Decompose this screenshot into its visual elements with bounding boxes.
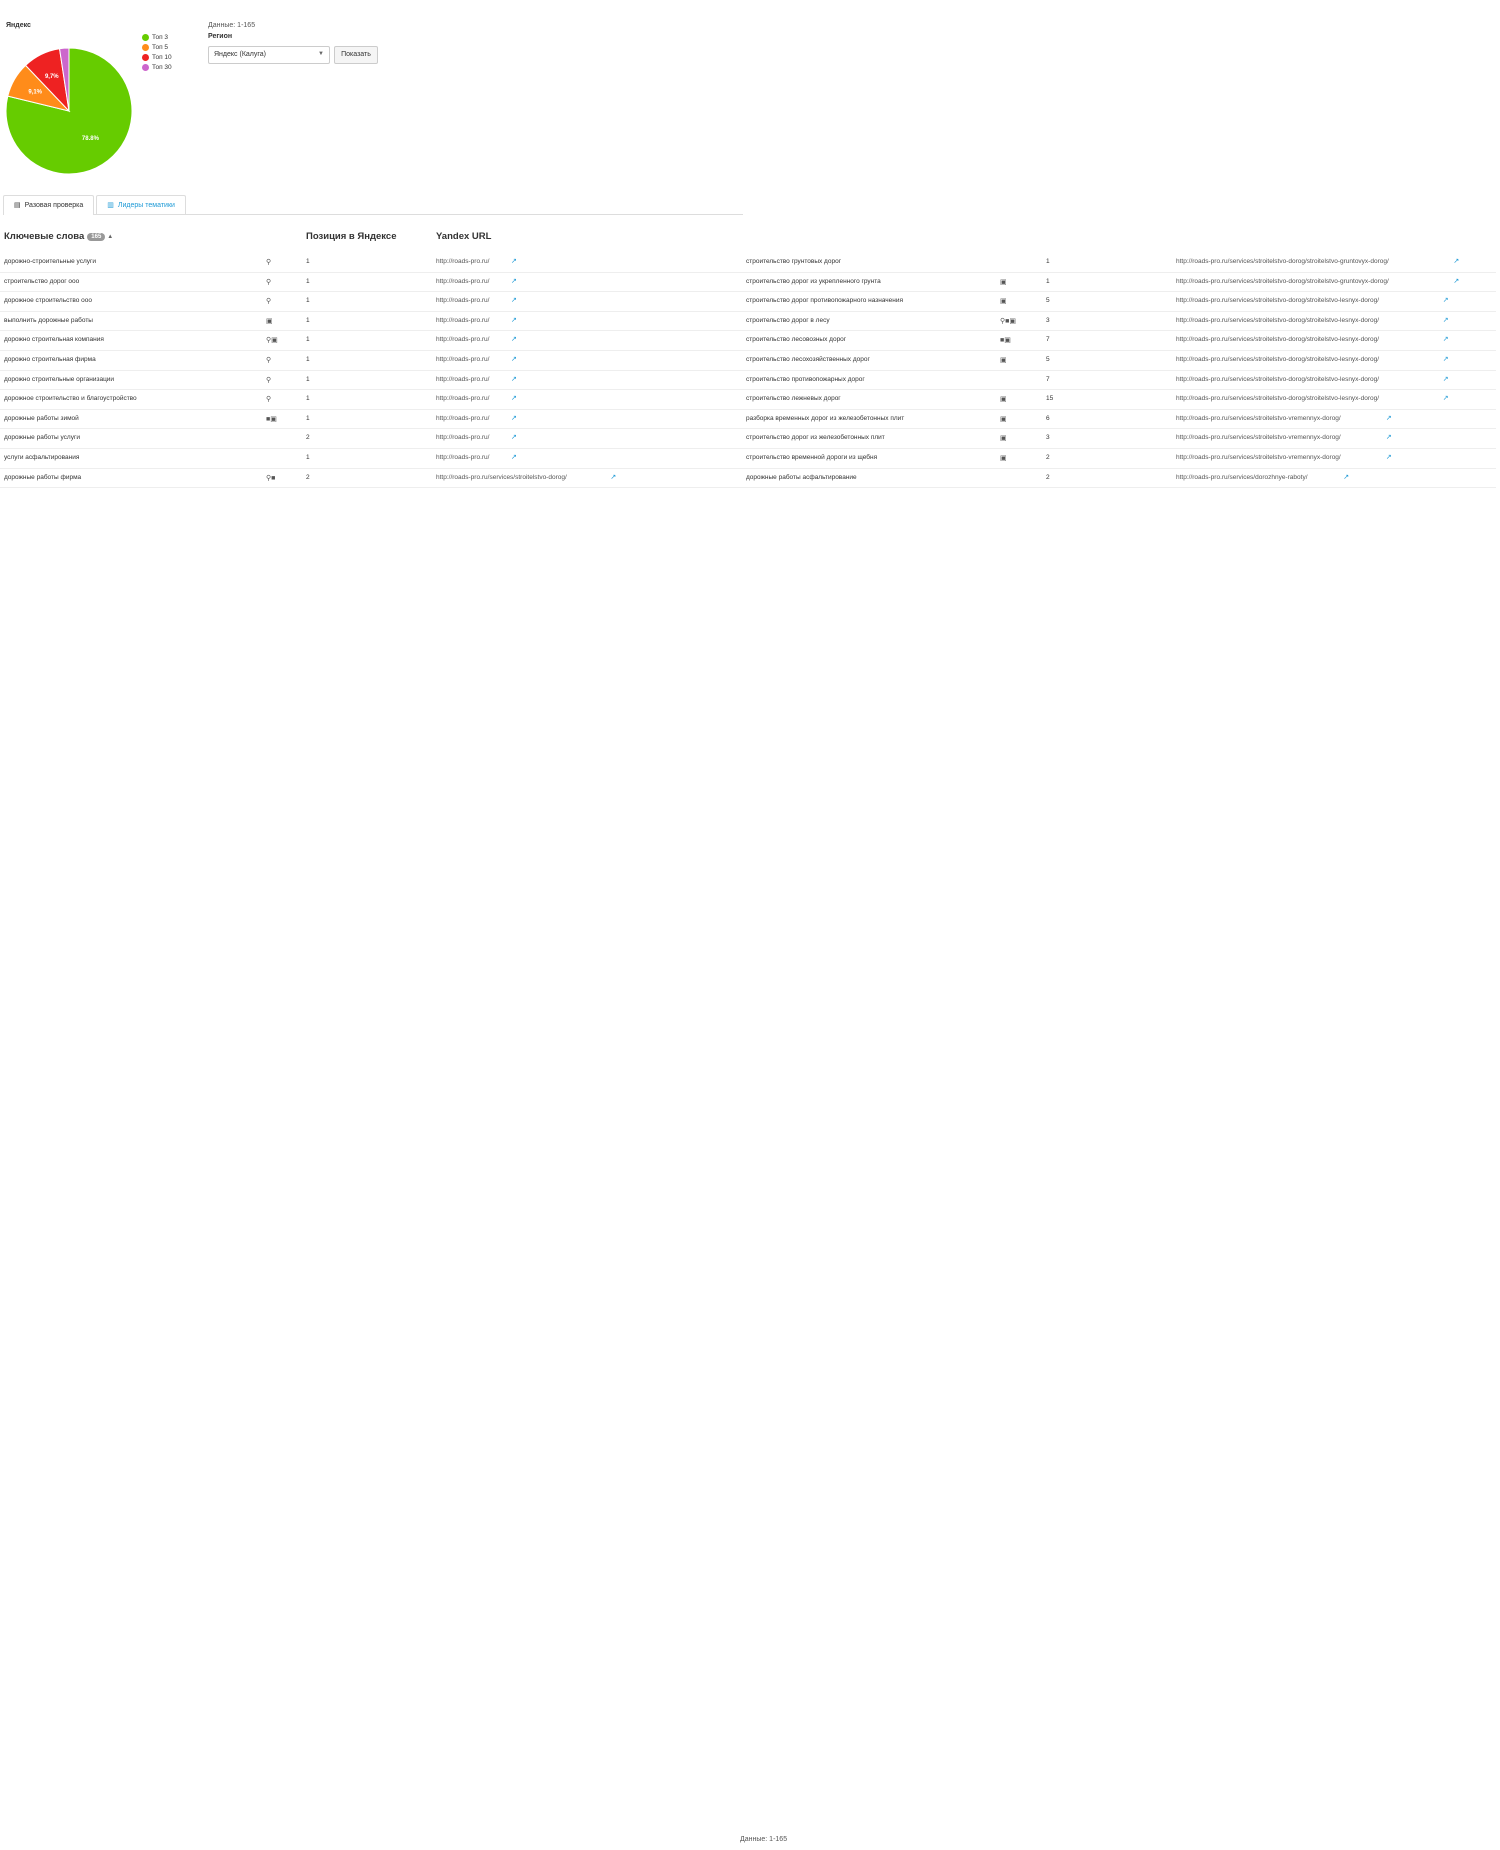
sort-asc-icon: ▲ bbox=[107, 233, 114, 240]
tab-topic-leaders[interactable] bbox=[96, 195, 186, 215]
keyword-cell: дорожно строительная компания bbox=[4, 336, 104, 344]
external-link-icon[interactable]: ↗ bbox=[1442, 355, 1449, 363]
keyword-cell: дорожное строительство ооо bbox=[4, 297, 92, 305]
keyword-cell: дорожное строительство и благоустройство bbox=[4, 395, 137, 403]
table-row bbox=[0, 469, 1496, 489]
position-cell: 1 bbox=[1046, 277, 1050, 285]
serp-features-icon: ⚲ bbox=[266, 396, 272, 404]
table-row bbox=[0, 429, 1496, 449]
external-link-icon[interactable]: ↗ bbox=[511, 434, 517, 442]
table-row bbox=[0, 410, 1496, 430]
position-cell: 6 bbox=[1046, 414, 1050, 422]
chevron-down-icon: ▼ bbox=[318, 51, 324, 57]
keyword-cell: дорожно строительная фирма bbox=[4, 355, 96, 363]
external-link-icon[interactable]: ↗ bbox=[511, 336, 517, 344]
keyword-count-badge: 165 bbox=[87, 233, 105, 241]
url-link[interactable]: http://roads-pro.ru/services/stroitelstvo-vremennyx-dorog/ bbox=[1176, 434, 1341, 442]
position-cell: 1 bbox=[306, 375, 310, 383]
position-cell: 7 bbox=[1046, 375, 1050, 383]
legend-item[interactable] bbox=[142, 32, 172, 42]
url-link[interactable]: http://roads-pro.ru/services/stroitelstvo-dorog/stroitelstvo-gruntovyx-dorog/ bbox=[1176, 258, 1389, 265]
serp-features-icon: ▣ bbox=[1000, 278, 1007, 286]
external-link-icon[interactable]: ↗ bbox=[511, 375, 517, 383]
position-cell: 3 bbox=[1046, 316, 1050, 324]
serp-features-icon: ⚲■▣ bbox=[1000, 317, 1016, 325]
serp-features-icon: ▣ bbox=[1000, 454, 1007, 462]
position-cell: 1 bbox=[306, 453, 310, 461]
serp-features-icon: ⚲ bbox=[266, 376, 272, 384]
external-link-icon[interactable]: ↗ bbox=[511, 258, 517, 265]
position-cell: 1 bbox=[306, 297, 310, 305]
data-range-label: Данные: 1-165 bbox=[208, 22, 256, 29]
pie-chart bbox=[4, 46, 134, 176]
table-row bbox=[0, 331, 1496, 351]
keyword-cell: выполнить дорожные работы bbox=[4, 316, 93, 324]
keyword-cell: строительство дорог из железобетонных плит bbox=[746, 434, 885, 442]
external-link-icon[interactable]: ↗ bbox=[1442, 336, 1449, 344]
legend-item[interactable] bbox=[142, 42, 172, 52]
url-link[interactable]: http://roads-pro.ru/ bbox=[436, 336, 490, 344]
position-cell: 2 bbox=[306, 473, 310, 481]
keyword-cell: дорожные работы услуги bbox=[4, 434, 80, 442]
url-link[interactable]: http://roads-pro.ru/services/stroitelstvo-dorog/stroitelstvo-gruntovyx-dorog/ bbox=[1176, 277, 1389, 285]
table-header bbox=[4, 231, 1500, 249]
keywords-table-body bbox=[0, 253, 1496, 488]
pie-data-label: 9,7% bbox=[44, 73, 59, 80]
serp-features-icon: ▣ bbox=[1000, 396, 1007, 404]
keyword-cell: строительство грунтовых дорог bbox=[746, 258, 842, 265]
url-link[interactable]: http://roads-pro.ru/services/dorozhnye-raboty/ bbox=[1176, 473, 1308, 481]
keyword-cell: строительство лесовозных дорог bbox=[746, 336, 847, 344]
external-link-icon[interactable]: ↗ bbox=[1453, 277, 1460, 285]
keyword-cell: строительство временной дороги из щебня bbox=[746, 453, 878, 461]
position-cell: 1 bbox=[306, 316, 310, 324]
external-link-icon[interactable]: ↗ bbox=[1442, 316, 1449, 324]
external-link-icon[interactable]: ↗ bbox=[511, 297, 517, 305]
show-button[interactable]: Показать bbox=[334, 46, 378, 64]
table-row bbox=[0, 292, 1496, 312]
table-row bbox=[0, 390, 1496, 410]
position-cell: 1 bbox=[306, 277, 310, 285]
external-link-icon[interactable]: ↗ bbox=[1442, 395, 1449, 403]
keyword-cell: дорожные работы фирма bbox=[4, 473, 82, 481]
position-cell: 1 bbox=[1046, 258, 1050, 265]
legend-dot-icon bbox=[142, 34, 149, 41]
url-column-header[interactable]: Yandex URL bbox=[436, 231, 492, 242]
url-link[interactable]: http://roads-pro.ru/services/stroitelstvo-dorog/stroitelstvo-lesnyx-dorog/ bbox=[1176, 355, 1380, 363]
legend-item[interactable] bbox=[142, 52, 172, 62]
keywords-header-label: Ключевые слова bbox=[4, 231, 85, 242]
table-row bbox=[0, 371, 1496, 391]
url-link[interactable]: http://roads-pro.ru/ bbox=[436, 414, 490, 422]
external-link-icon[interactable]: ↗ bbox=[511, 395, 517, 403]
url-link[interactable]: http://roads-pro.ru/ bbox=[436, 434, 490, 442]
external-link-icon[interactable]: ↗ bbox=[511, 414, 517, 422]
position-cell: 2 bbox=[1046, 473, 1050, 481]
list-icon: ▤ bbox=[14, 201, 21, 209]
external-link-icon[interactable]: ↗ bbox=[511, 316, 517, 324]
external-link-icon[interactable]: ↗ bbox=[610, 473, 617, 481]
external-link-icon[interactable]: ↗ bbox=[1343, 473, 1350, 481]
table-row bbox=[0, 449, 1496, 469]
keyword-cell: дорожные работы зимой bbox=[4, 414, 79, 422]
url-link[interactable]: http://roads-pro.ru/ bbox=[436, 355, 490, 363]
serp-features-icon: ▣ bbox=[1000, 435, 1007, 443]
legend-label: Топ 30 bbox=[152, 63, 172, 71]
url-link[interactable]: http://roads-pro.ru/ bbox=[436, 316, 490, 324]
external-link-icon[interactable]: ↗ bbox=[511, 277, 517, 285]
keyword-cell: разборка временных дорог из железобетонных плит bbox=[746, 414, 905, 422]
position-cell: 1 bbox=[306, 395, 310, 403]
legend-dot-icon bbox=[142, 44, 149, 51]
keywords-column-header[interactable] bbox=[4, 231, 113, 242]
position-cell: 1 bbox=[306, 355, 310, 363]
url-link[interactable]: http://roads-pro.ru/ bbox=[436, 297, 490, 305]
table-row bbox=[0, 351, 1496, 371]
url-link[interactable]: http://roads-pro.ru/ bbox=[436, 258, 490, 265]
position-cell: 1 bbox=[306, 336, 310, 344]
chart-title: Яндекс bbox=[6, 22, 31, 29]
position-cell: 5 bbox=[1046, 355, 1050, 363]
external-link-icon[interactable]: ↗ bbox=[1442, 297, 1449, 305]
tab-single-check[interactable] bbox=[3, 195, 94, 215]
url-link[interactable]: http://roads-pro.ru/services/stroitelstvo-dorog/stroitelstvo-lesnyx-dorog/ bbox=[1176, 297, 1380, 305]
external-link-icon[interactable]: ↗ bbox=[1453, 258, 1460, 265]
url-link[interactable]: http://roads-pro.ru/services/stroitelstvo-vremennyx-dorog/ bbox=[1176, 414, 1341, 422]
position-column-header[interactable]: Позиция в Яндексе bbox=[306, 231, 397, 242]
tab-single-check-label: Разовая проверка bbox=[24, 201, 84, 209]
keyword-cell: строительство дорог из укрепленного грунта bbox=[746, 277, 881, 285]
region-label: Регион bbox=[208, 33, 233, 40]
serp-features-icon: ▣ bbox=[1000, 298, 1007, 306]
position-cell: 15 bbox=[1046, 395, 1054, 403]
tab-topic-leaders-label: Лидеры тематики bbox=[117, 201, 175, 209]
pie-data-label: 78.8% bbox=[81, 136, 99, 143]
position-cell: 5 bbox=[1046, 297, 1050, 305]
legend-label: Топ 5 bbox=[152, 43, 169, 51]
external-link-icon[interactable]: ↗ bbox=[1442, 375, 1449, 383]
table-row bbox=[0, 273, 1496, 293]
keyword-cell: строительство противопожарных дорог bbox=[746, 375, 865, 383]
keyword-cell: строительство дорог ооо bbox=[4, 277, 80, 285]
bar-chart-icon: ▥ bbox=[107, 201, 114, 209]
keyword-cell: дорожные работы асфальтирование bbox=[746, 473, 857, 481]
url-link[interactable]: http://roads-pro.ru/services/stroitelstvo-dorog/stroitelstvo-lesnyx-dorog/ bbox=[1176, 316, 1380, 324]
position-cell: 2 bbox=[1046, 453, 1050, 461]
legend-label: Топ 3 bbox=[152, 33, 169, 41]
chart-legend bbox=[142, 32, 172, 72]
table-row bbox=[0, 312, 1496, 332]
tabs-bar bbox=[3, 195, 743, 215]
legend-item[interactable] bbox=[142, 62, 172, 72]
url-link[interactable]: http://roads-pro.ru/ bbox=[436, 453, 490, 461]
serp-features-icon: ⚲ bbox=[266, 356, 272, 364]
position-cell: 1 bbox=[306, 258, 310, 265]
keyword-cell: строительство лесохозяйственных дорог bbox=[746, 355, 870, 363]
serp-features-icon: ■▣ bbox=[1000, 337, 1011, 345]
keyword-cell: дорожно-строительные услуги bbox=[4, 258, 97, 265]
keyword-cell: дорожно строительные организации bbox=[4, 375, 115, 383]
url-link[interactable]: http://roads-pro.ru/services/stroitelstvo-dorog/stroitelstvo-lesnyx-dorog/ bbox=[1176, 336, 1380, 344]
region-select[interactable] bbox=[208, 46, 330, 64]
url-link[interactable]: http://roads-pro.ru/services/stroitelstvo-dorog/stroitelstvo-lesnyx-dorog/ bbox=[1176, 375, 1380, 383]
external-link-icon[interactable]: ↗ bbox=[1385, 414, 1392, 422]
legend-dot-icon bbox=[142, 54, 149, 61]
serp-features-icon: ⚲ bbox=[266, 298, 272, 306]
region-select-value: Яндекс (Калуга) bbox=[214, 51, 266, 58]
position-cell: 7 bbox=[1046, 336, 1050, 344]
external-link-icon[interactable]: ↗ bbox=[1385, 453, 1392, 461]
pie-data-label: 9,1% bbox=[28, 89, 43, 96]
keyword-cell: услуги асфальтирования bbox=[4, 453, 80, 461]
serp-features-icon: ⚲ bbox=[266, 259, 272, 266]
external-link-icon[interactable]: ↗ bbox=[511, 355, 517, 363]
serp-features-icon: ▣ bbox=[1000, 356, 1007, 364]
serp-features-icon: ▣ bbox=[1000, 415, 1007, 423]
external-link-icon[interactable]: ↗ bbox=[1385, 434, 1392, 442]
url-link[interactable]: http://roads-pro.ru/ bbox=[436, 395, 490, 403]
pie-svg bbox=[4, 46, 134, 176]
url-link[interactable]: http://roads-pro.ru/ bbox=[436, 277, 490, 285]
footer-data-range: Данные: 1-165 bbox=[740, 1836, 788, 1843]
url-link[interactable]: http://roads-pro.ru/services/stroitelstvo-dorog/stroitelstvo-lesnyx-dorog/ bbox=[1176, 395, 1380, 403]
serp-features-icon: ⚲■ bbox=[266, 474, 276, 482]
serp-features-icon: ▣ bbox=[266, 317, 273, 325]
position-cell: 2 bbox=[306, 434, 310, 442]
position-cell: 1 bbox=[306, 414, 310, 422]
url-link[interactable]: http://roads-pro.ru/services/stroitelstvo-dorog/ bbox=[436, 473, 567, 481]
position-cell: 3 bbox=[1046, 434, 1050, 442]
serp-features-icon: ■▣ bbox=[266, 415, 277, 423]
legend-label: Топ 10 bbox=[152, 53, 172, 61]
url-link[interactable]: http://roads-pro.ru/ bbox=[436, 375, 490, 383]
keyword-cell: строительство дорог противопожарного назначения bbox=[746, 297, 904, 305]
url-link[interactable]: http://roads-pro.ru/services/stroitelstvo-vremennyx-dorog/ bbox=[1176, 453, 1341, 461]
keyword-cell: строительство дорог в лесу bbox=[746, 316, 830, 324]
serp-features-icon: ⚲▣ bbox=[266, 337, 278, 345]
serp-features-icon: ⚲ bbox=[266, 278, 272, 286]
table-row bbox=[0, 253, 1496, 273]
keyword-cell: строительство лежневых дорог bbox=[746, 395, 841, 403]
legend-dot-icon bbox=[142, 64, 149, 71]
external-link-icon[interactable]: ↗ bbox=[511, 453, 517, 461]
